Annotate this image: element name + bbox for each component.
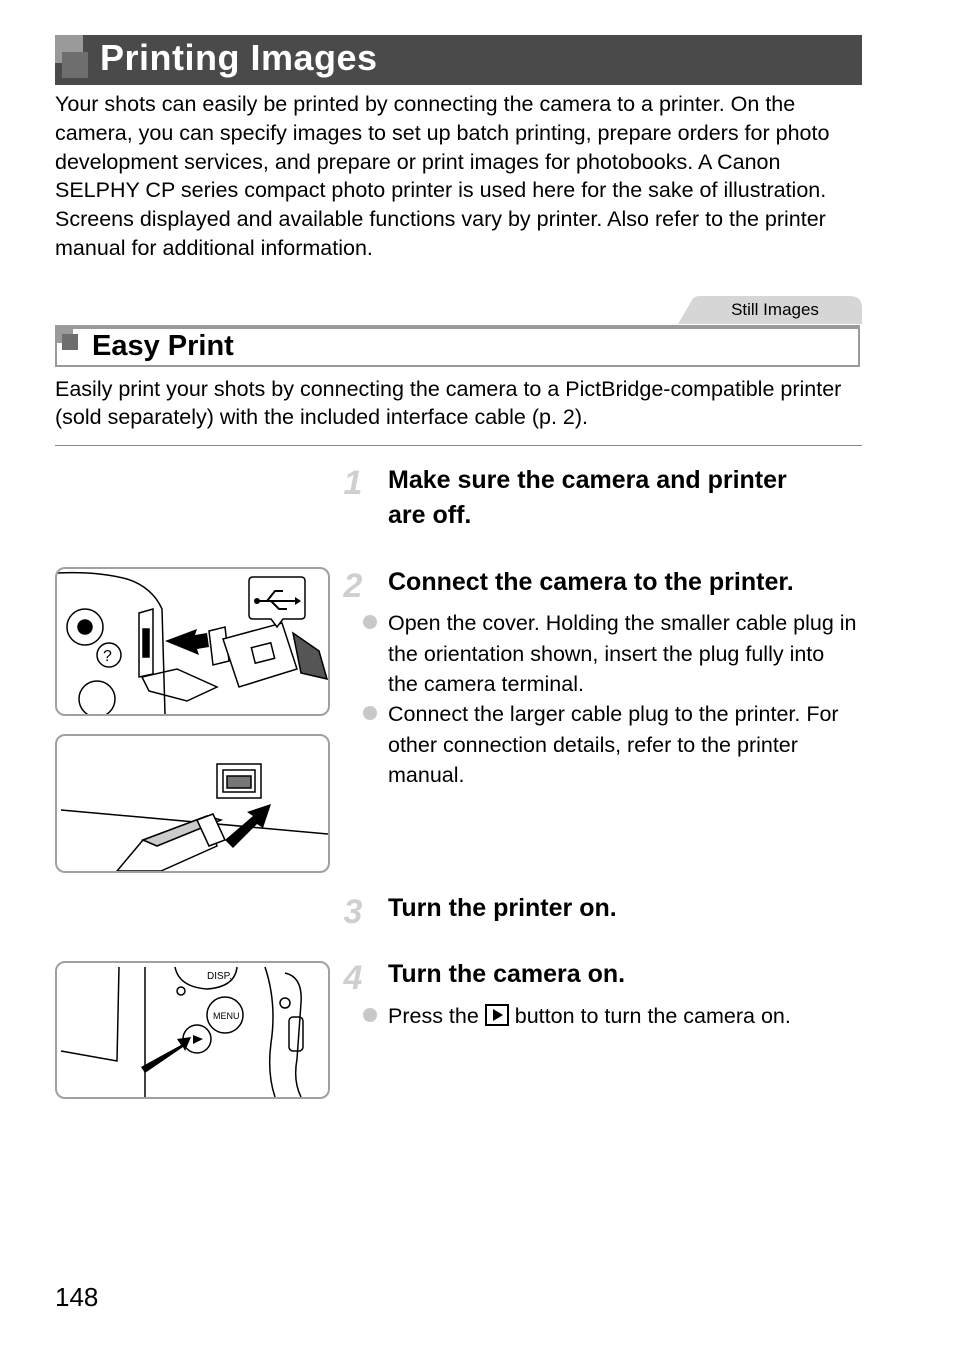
bullet-icon [363,706,377,720]
printer-port-illustration [55,734,330,873]
camera-back-illustration [55,961,330,1099]
camera-terminal-illustration [55,567,330,716]
still-images-tab-label: Still Images [731,300,819,319]
intro-paragraph: Your shots can easily be printed by connecting the camera to a printer. On the camera, you can specify images to set up batch printing, prepare orders for photo development services, and prepare or print images for photobooks. A Canon SELPHY CP series compact photo printer is used here for the sake of illustration. Screens displayed and available functions vary by printer. Also refer to the printer manual for additional information. [55,92,830,260]
page-number: 148 [55,1282,99,1312]
step-title: Turn the camera on. [388,960,626,988]
camera-cable-drawing [57,569,328,714]
step-number: 2 [343,567,363,605]
svg-text:?: ? [103,648,112,665]
step-title: Turn the printer on. [388,894,617,922]
step-title: Connect the camera to the printer. [388,568,794,596]
divider [55,445,862,446]
bullet-icon [363,1008,377,1022]
section-decor-square [62,334,78,350]
bullet-text-start: Press the [388,1004,485,1028]
camera-back-drawing [57,963,328,1097]
printer-cable-drawing [57,736,328,871]
bullet-text-end: button to turn the camera on. [508,1004,791,1028]
section-description: Easily print your shots by connecting the camera to a PictBridge-compatible printer (sold separately) with the included interface cable (p. 2). [55,377,842,429]
step-number: 3 [343,893,363,931]
page-title: Printing Images [100,37,378,78]
title-decor-square [62,52,88,78]
step-title [388,463,787,533]
bullet-icon [363,615,377,629]
list-item-text [388,1001,858,1032]
step-number: 1 [343,464,363,502]
disp-label: DISP. [207,971,232,982]
step-number: 4 [343,959,363,997]
section-title: Easy Print [92,330,234,362]
list-item-text: Open the cover. Holding the smaller cable plug in the orientation shown, insert the plug fully into the camera terminal. [388,611,857,696]
menu-label: MENU [213,1011,240,1021]
playback-button-icon [485,1004,509,1026]
step-title-line: are off. [388,501,472,529]
step-title-line: Make sure the camera and printer [388,466,787,494]
list-item-text: Connect the larger cable plug to the printer. For other connection details, refer to the printer manual. [388,702,839,787]
